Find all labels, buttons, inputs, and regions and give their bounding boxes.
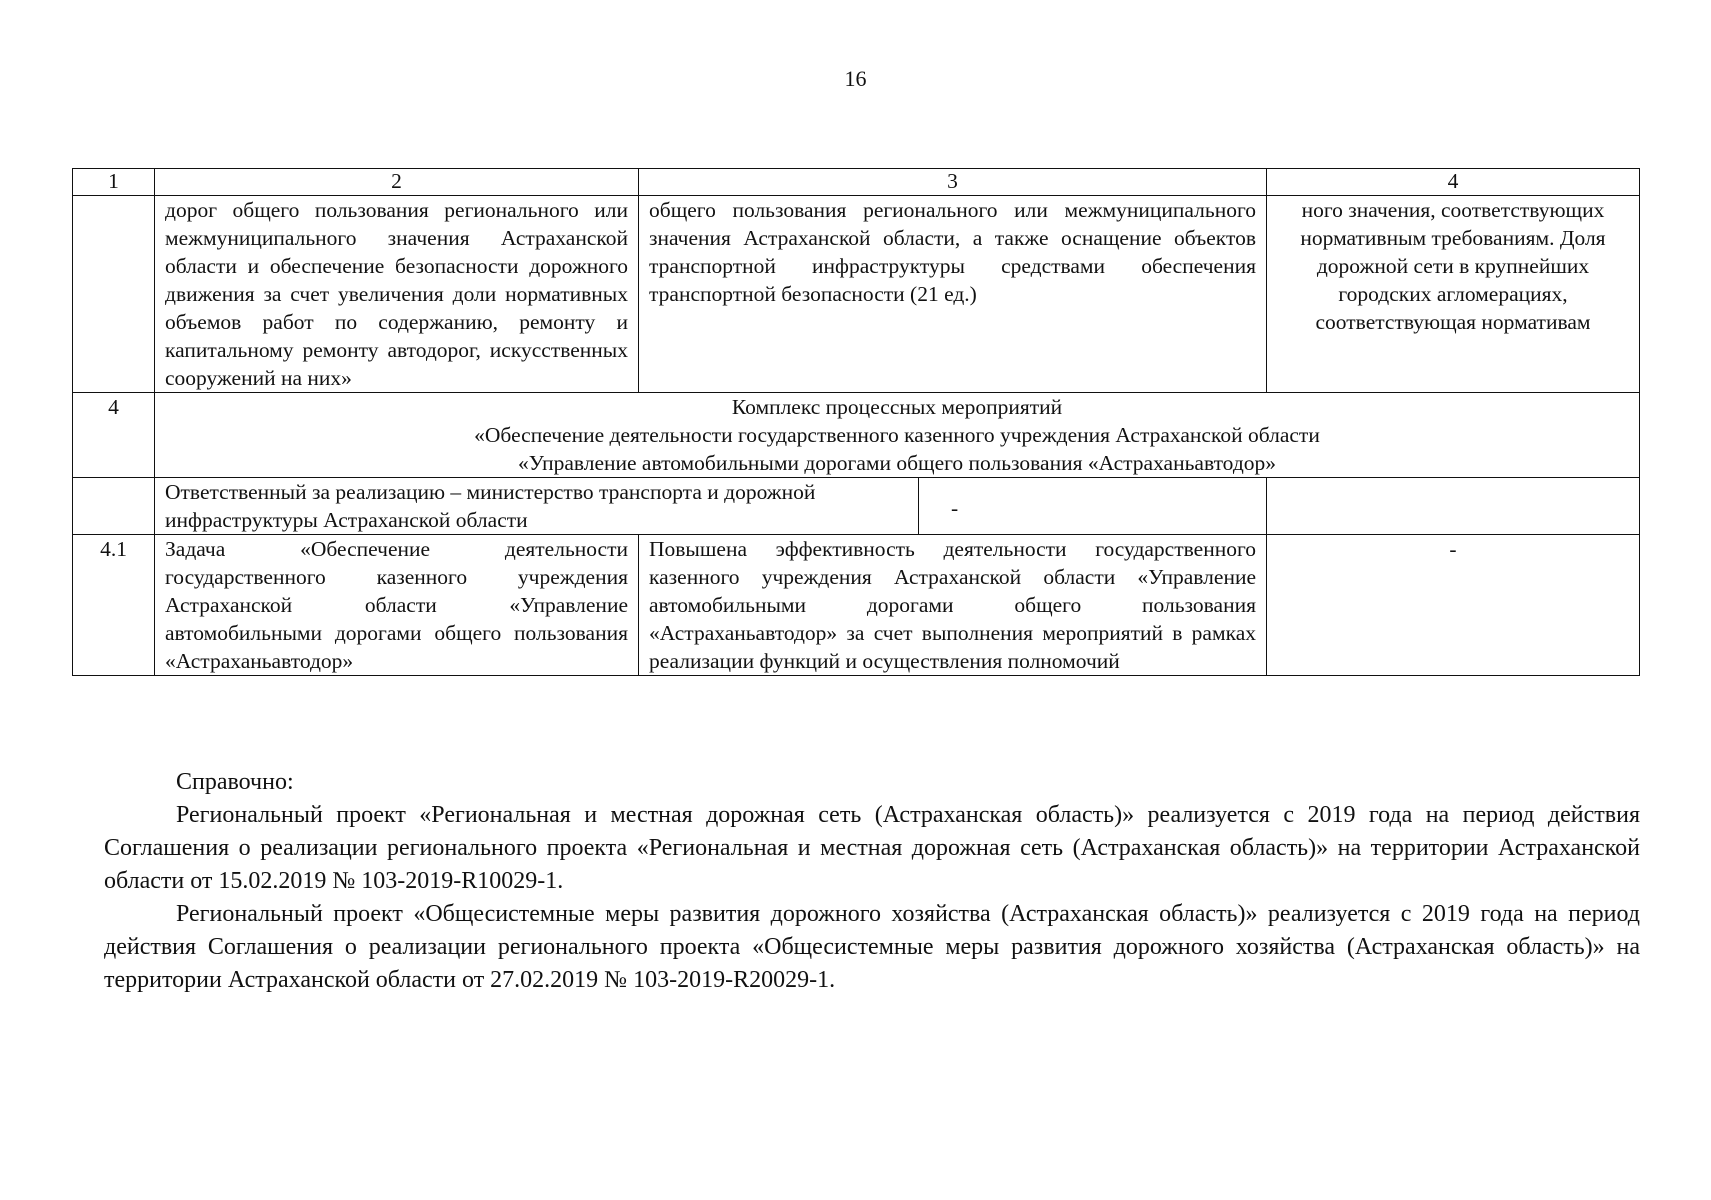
task-description-cell: дорог общего пользования регионального или межмуниципального значения Астраханской области и обеспечение безопасности дорожного движения за счет увеличения доли нормативных объемов работ по содержанию, ремонту и капитальному ремонту автодорог, искусственных сооружений на них» xyxy=(155,196,639,393)
section-title-line: Комплекс процессных мероприятий xyxy=(731,395,1063,419)
reference-paragraph: Региональный проект «Региональная и местная дорожная сеть (Астраханская область)» реализуется с 2019 года на период действия Соглашения о реализации регионального проекта «Региональная и местная дорожная сеть (Астраханская область)» на территории Астраханской области от 15.02.2019 № 103-2019-R10029-1. xyxy=(104,802,1640,894)
table-row xyxy=(73,535,1640,676)
column-header-4: 4 xyxy=(1267,169,1640,196)
result-description-cell: Повышена эффективность деятельности государственного казенного учреждения Астраханской области «Управление автомобильными дорогами общего пользования «Астраханьавтодор» за счет выполнения мероприятий в рамках реализации функций и осуществления полномочий xyxy=(639,535,1267,676)
responsible-text: Ответственный за реализацию – министерство транспорта и дорожной инфраструктуры Астраханской области xyxy=(155,478,919,534)
responsible-row xyxy=(73,478,1640,535)
indicator-cell: ного значения, соответствующих нормативным требованиям. Доля дорожной сети в крупнейших городских агломерациях, соответствующая нормативам xyxy=(1267,196,1640,393)
reference-heading: Справочно: xyxy=(176,769,294,795)
section-number: 4 xyxy=(73,393,155,478)
column-header-2: 2 xyxy=(155,169,639,196)
responsible-dash: - xyxy=(951,496,959,520)
reference-paragraph: Региональный проект «Общесистемные меры развития дорожного хозяйства (Астраханская область)» реализуется с 2019 года на период действия Соглашения о реализации регионального проекта «Общесистемные меры развития дорожного хозяйства (Астраханская область)» на территории Астраханской области от 27.02.2019 № 103-2019-R20029-1. xyxy=(104,901,1640,993)
row-number-empty xyxy=(73,196,155,393)
section-row xyxy=(73,393,1640,478)
table-row xyxy=(73,196,1640,393)
column-header-3: 3 xyxy=(639,169,1267,196)
section-title xyxy=(155,393,1640,478)
measures-table xyxy=(72,168,1640,676)
section-title-line: «Обеспечение деятельности государственного казенного учреждения Астраханской области xyxy=(474,423,1320,447)
row-number: 4.1 xyxy=(73,535,155,676)
result-description-cell: общего пользования регионального или межмуниципального значения Астраханской области, а также оснащение объектов транспортной инфраструктуры средствами обеспечения транспортной безопасности (21 ед.) xyxy=(639,196,1267,393)
reference-block xyxy=(104,766,1640,997)
task-description-cell: Задача «Обеспечение деятельности государственного казенного учреждения Астраханской области «Управление автомобильными дорогами общего пользования «Астраханьавтодор» xyxy=(155,535,639,676)
responsible-cell xyxy=(155,478,1267,535)
row-number-empty xyxy=(73,478,155,535)
indicator-cell: - xyxy=(1267,535,1640,676)
section-title-line: «Управление автомобильными дорогами общего пользования «Астраханьавтодор» xyxy=(517,451,1277,475)
page-number: 16 xyxy=(844,66,867,91)
responsible-value xyxy=(951,478,1640,535)
column-header-1: 1 xyxy=(73,169,155,196)
table-header-row xyxy=(73,169,1640,196)
